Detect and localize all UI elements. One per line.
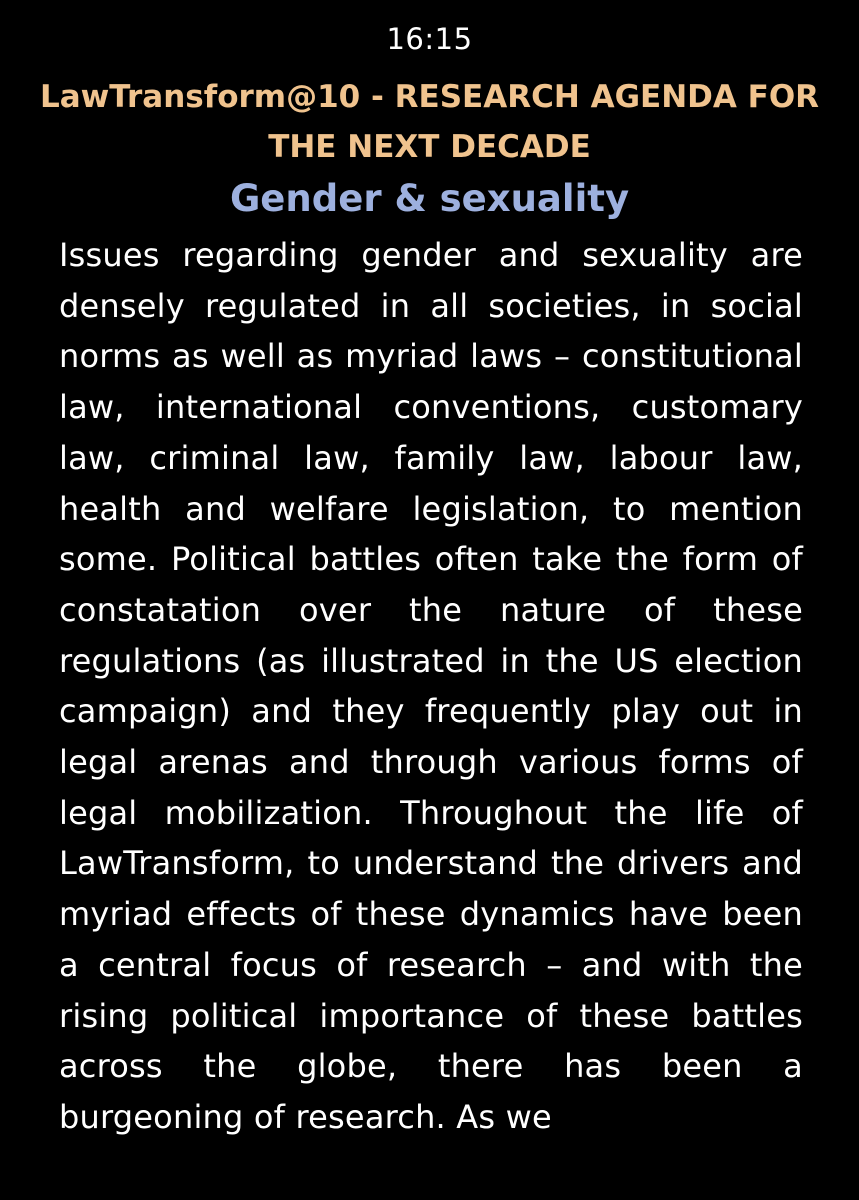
body-paragraph: Issues regarding gender and sexuality are densely regulated in all societies, in social norms as well as myriad laws – constitutional law, international conventions, customary law, criminal law, family law, labour law, health and welfare legislation, to mention some. Political battles often take the form of constatation over the nature of these regulations (as illustrated in the US election campaign) and they frequently play out in legal arenas and through various forms of legal mobilization. Throughout the life of LawTransform, to understand the drivers and myriad effects of these dynamics have been a central focus of research – and with the rising political importance of these battles across the globe, there has been a burgeoning of research. As we [59, 236, 803, 1136]
section-heading: Gender & sexuality [229, 177, 630, 220]
status-bar-time: 16:15 [386, 22, 473, 56]
document-title: LawTransform@10 - RESEARCH AGENDA FOR THE NEXT DECADE [39, 79, 820, 165]
